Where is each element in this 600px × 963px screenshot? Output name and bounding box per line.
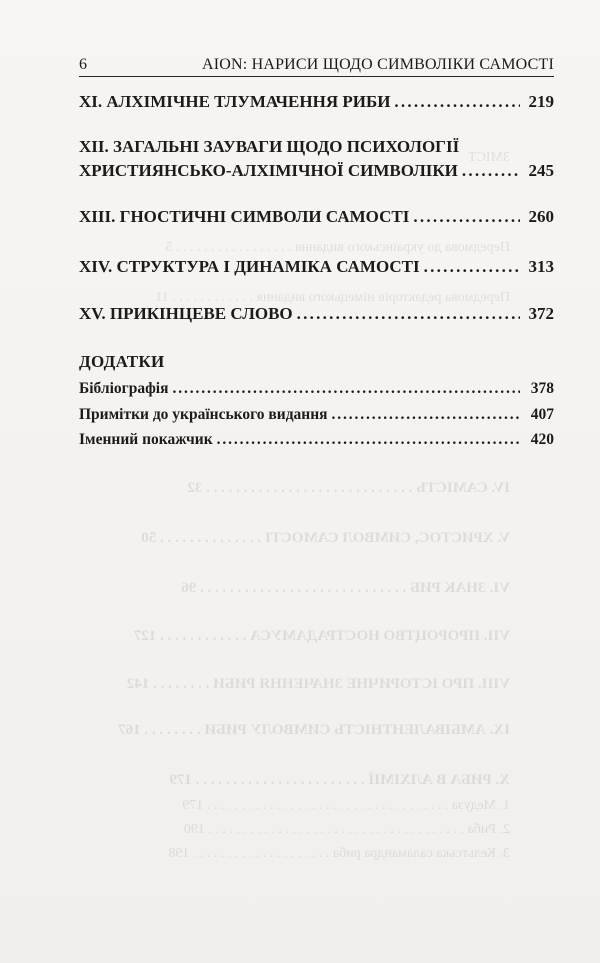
dot-leader (424, 256, 520, 278)
dot-leader (332, 404, 520, 426)
toc-entry-chapter-13 (79, 206, 554, 228)
toc-entry-page: 420 (530, 431, 554, 448)
toc-entry-title: Бібліографія (79, 380, 169, 397)
toc-entry-chapter-11 (79, 91, 554, 113)
dot-leader (217, 429, 520, 451)
toc-entry-page: 245 (528, 161, 554, 180)
toc-entry-title: Іменний покажчик (79, 431, 213, 448)
running-title: AION: НАРИСИ ЩОДО СИМВОЛІКИ САМОСТІ (201, 56, 554, 73)
toc-entry-title: XV. ПРИКІНЦЕВЕ СЛОВО (79, 304, 293, 323)
dot-leader (173, 378, 521, 400)
toc-entry-page: 260 (528, 207, 554, 226)
page-number: 6 (79, 56, 88, 73)
toc-entry-page: 219 (528, 92, 554, 111)
toc-entry-page: 372 (528, 304, 554, 323)
toc-entry-chapter-12-line1: XII. ЗАГАЛЬНІ ЗАУВАГИ ЩОДО ПСИХОЛОГІЇ (79, 137, 460, 156)
toc-entry-bibliography (79, 378, 554, 400)
toc-entry-name-index (79, 429, 554, 451)
toc-entry-chapter-12 (79, 160, 554, 182)
running-head (79, 52, 554, 74)
toc-entry-title: XI. АЛХІМІЧНЕ ТЛУМАЧЕННЯ РИБИ (79, 92, 391, 111)
dot-leader (413, 206, 520, 228)
toc-entry-notes (79, 404, 554, 426)
toc-entry-chapter-15 (79, 303, 554, 325)
appendix-heading: ДОДАТКИ (79, 352, 165, 371)
toc-entry-page: 313 (528, 257, 554, 276)
toc-entry-title: Примітки до українського видання (79, 406, 328, 423)
toc-entry-chapter-14 (79, 256, 554, 278)
toc-entry-page: 378 (530, 380, 554, 397)
dot-leader (394, 91, 520, 113)
dot-leader (462, 160, 520, 182)
toc-entry-title: XIV. СТРУКТУРА І ДИНАМІКА САМОСТІ (79, 257, 420, 276)
header-rule (79, 76, 554, 77)
toc-entry-title: XIII. ГНОСТИЧНІ СИМВОЛИ САМОСТІ (79, 207, 410, 226)
reverse-page-show-through: IV. САМІСТЬ . . . . . . . . . . . . . . . . . . . . . . . . . . . . 32 V. ХРИСТОС, СИМВОЛ САМОСТІ . . . . . . . . . . . . . . 50 VI. ЗНАК РИБ . . . . . . . . . . . . . . . . . . . . . . . . . . . . 96 VII. ПРОРОЦТВО НОСТРАДАМУСА . . . . . . . . . . . . 127 VIII. ПРО ІСТОРИЧНЕ ЗНАЧЕННЯ РИБИ . . . . . . . . 142 IX. АМБІВАЛЕНТНІСТЬ СИМВОЛУ РИБИ . . . . . . . . 167 X. РИБА В АЛХІМІЇ . . . . . . . . . . . . . . . . . . . . . . . 179 1. Медуза . . . . . . . . . . . . . . . . . . . . . . . . . . . . . . . . . . . 179 2. Риба . . . . . . . . . . . . . . . . . . . . . . . . . . . . . . . . . . . . . 190 3. Кельтська саламандра риба . . . . . . . . . . . . . . . . . . . . 198 ЗМІСТ Передмова до українського видання . . . . . . . . . . . . . . . . . 5 Передмова редакторів німецького видання . . . . . . . . . . . . 11 (118, 150, 510, 861)
toc-entry-page: 407 (530, 406, 554, 423)
dot-leader (297, 303, 520, 325)
toc-entry-title: ХРИСТИЯНСЬКО-АЛХІМІЧНОЇ СИМВОЛІКИ (79, 161, 458, 180)
